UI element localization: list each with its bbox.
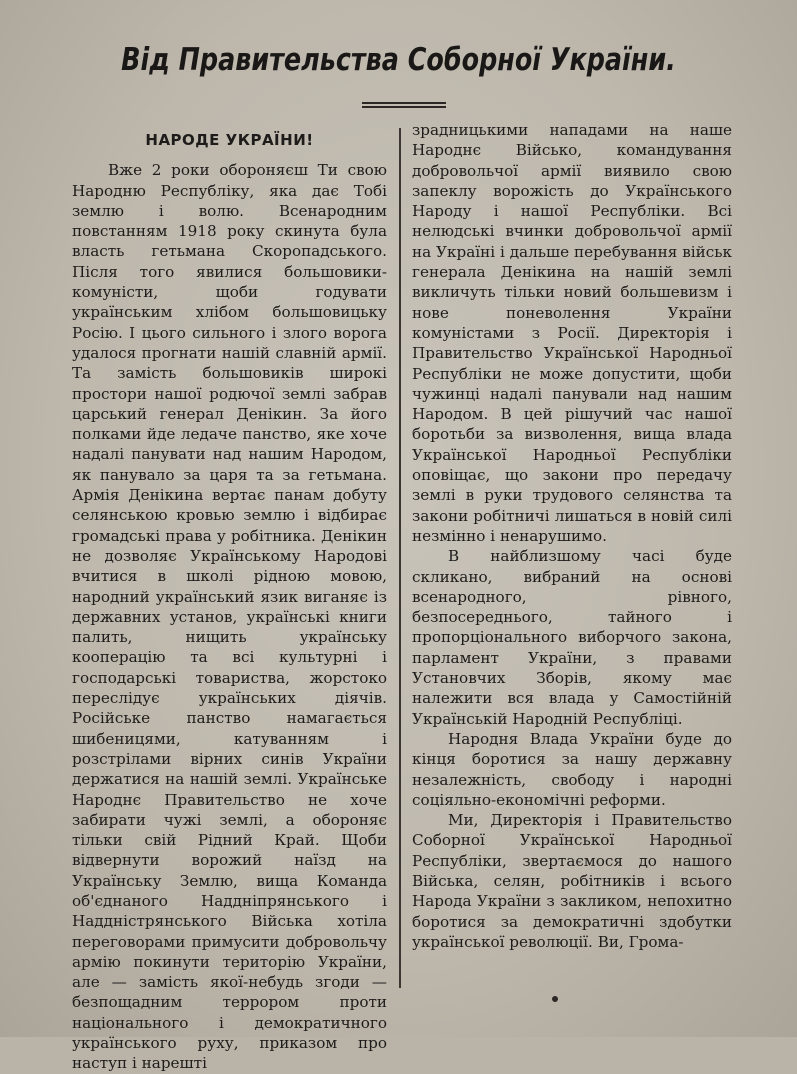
title-rule-bottom xyxy=(362,106,446,108)
appeal-heading: НАРОДЕ УКРАЇНИ! xyxy=(145,131,314,149)
column-divider xyxy=(399,128,401,988)
page-title: Від Правительства Соборної України. xyxy=(121,42,676,78)
right-paragraph-2: В найблизшому часі буде скликано, вибраний на основі всенародного, рівного, безпосереднього, тайного і пропорціонального виборчого закона, парламент України, з правами Установчих Зборів, якому має належити вся влада у Самостійній Українській Народній Республіці. xyxy=(412,547,732,728)
right-paragraph-4: Ми, Директорія і Правительство Соборної Української Народньої Республіки, звертаємося до нашого Війська, селян, робітників і всього Народа України з закликом, непохитно боротися за демократичні здобутки української революції. Ви, Грома- xyxy=(412,811,732,951)
right-paragraph-3: Народня Влада України буде до кінця боротися за нашу державну незалежність, свободу і народні соціяльно-економічні реформи. xyxy=(412,729,732,809)
left-paragraph: Вже 2 роки обороняєш Ти свою Народню Республіку, яка дає Тобі землю і волю. Всенародним повстанням 1918 року скинута була власть гетьмана Скоропадського. Після того явилися большовики-комуністи, щоби годувати українським хлібом большовицьку Росію. І цього сильного і злого ворога удалося прогнати нашій славній армії. Та замість большовиків широкі простори нашої родючої землі забрав царський генерал Денікин. За його полками йде ледаче панство, яке хоче надалі панувати над нашим Народом, як панувало за царя та за гетьмана. Армія Денікина вертає панам добуту селянською кровью землю і відбирає громадські права у робітника. Денікин не дозволяє Українському Народові вчитися в школі рідною мовою, народний український язик виганяє із державних установ, українські книги палить, нищить українську кооперацію та всі культурні і господарські товариства, жорстоко переслідує українських діячів. Російське панство намагається шибеницями, катуванням і розстрілами вірних синів України держатися на нашій землі. Українське Народнє Правительство не хоче забирати чужі землі, а обороняє тільки свій Рідний Край. Щоби відвернути ворожий наїзд на Українську Землю, вища Команда об'єднаного Наддніпрянського і Наддністрянського Війська хотіла переговорами примусити добровольчу армію покинути територію України, але — замість якої-небудь згоди — безпощадним террором проти національного і демократичного українського руху, приказом про наступ і нарешті xyxy=(72,161,387,1073)
ink-dot xyxy=(552,996,558,1002)
right-column xyxy=(412,120,732,982)
title-rule-top xyxy=(362,102,446,104)
left-column xyxy=(72,124,387,1073)
right-paragraph-1: зрадницькими нападами на наше Народнє Військо, командування добровольчої армії виявило свою запеклу ворожість до Українського Народу і нашої Республіки. Всі нелюдські вчинки добровольчої армії на Україні і дальше перебування військ генерала Денікина на нашій землі викличуть тільки новий большевизм і нове поневолення України комуністами з Росії. Директорія і Правительство Української Народньої Республіки не може допустити, щоби чужинці надалі панували над нашим Народом. В цей рішучий час нашої боротьби за визволення, вища влада Української Народньої Республіки оповіщає, що закони про передачу землі в руки трудового селянства та закони робітничі лишаться в новій силі незмінно і ненарушимо. xyxy=(412,121,732,545)
